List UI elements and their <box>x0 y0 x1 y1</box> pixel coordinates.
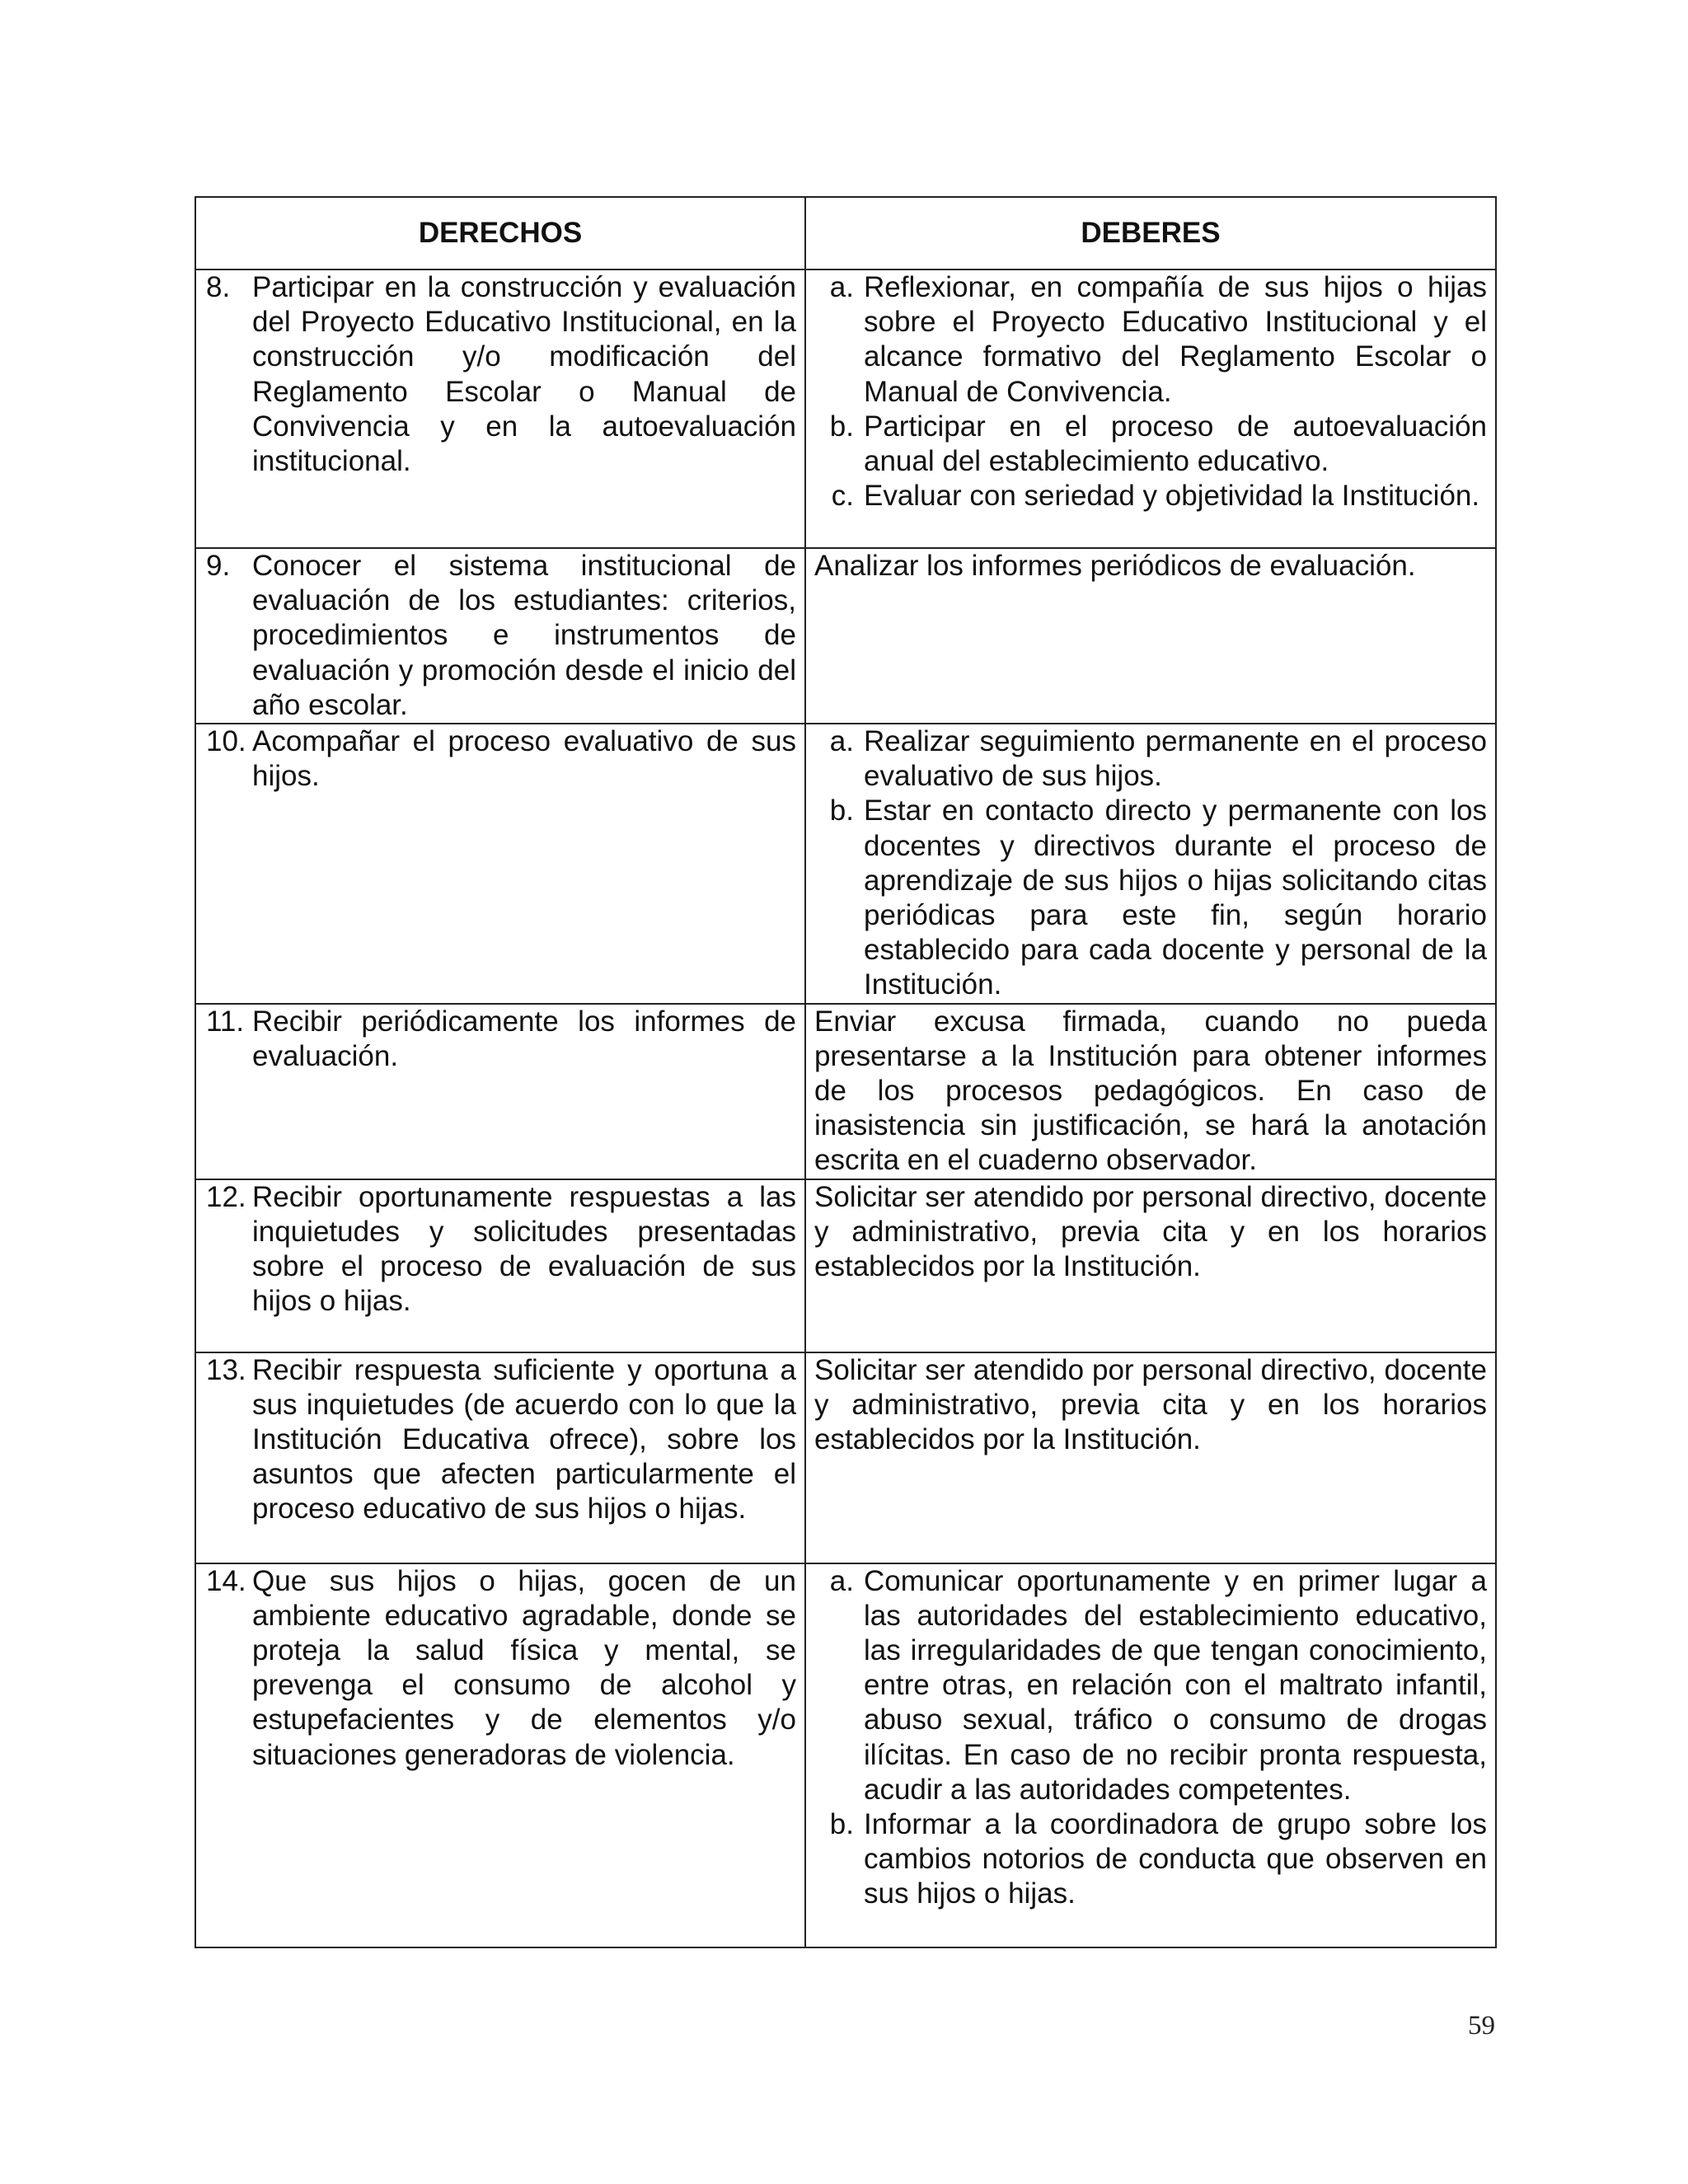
duty-letter: b. <box>829 794 854 827</box>
duty-cell <box>805 548 1496 724</box>
duty-letter: b. <box>829 410 854 443</box>
right-text: Participar en la construcción y evaluación del Proyecto Educativo Institucional, en la construcción y/o modificación del Reglamento Escolar o Manual de Convivencia y en la autoevaluación institucional. <box>252 271 796 478</box>
table-row <box>195 548 1496 724</box>
table-row <box>195 269 1496 548</box>
right-cell <box>195 1004 805 1179</box>
table-row <box>195 1563 1496 1947</box>
duty-text: Realizar seguimiento permanente en el proceso evaluativo de sus hijos. <box>864 725 1487 793</box>
right-text: Acompañar el proceso evaluativo de sus hijos. <box>252 725 796 793</box>
right-cell <box>195 1352 805 1563</box>
duty-letter: c. <box>831 480 854 513</box>
right-cell <box>195 1563 805 1947</box>
right-cell <box>195 724 805 1004</box>
duty-cell <box>805 724 1496 1004</box>
item-number: 8. <box>206 271 231 303</box>
header-derechos: DERECHOS <box>195 197 805 269</box>
table-row <box>195 1352 1496 1563</box>
table-header-row <box>195 197 1496 269</box>
duty-text: Informar a la coordinadora de grupo sobre los cambios notorios de conducta que observen en sus hijos o hijas. <box>864 1808 1487 1910</box>
duty-text: Solicitar ser atendido por personal directivo, docente y administrativo, previa cita y en los horarios establecidos por la Institución. <box>814 1180 1487 1283</box>
item-number: 9. <box>206 550 231 582</box>
item-number: 10. <box>206 725 246 758</box>
rights-duties-table <box>195 196 1497 1948</box>
item-number: 13. <box>206 1353 246 1386</box>
duty-letter: a. <box>829 1564 854 1597</box>
duty-text: Analizar los informes periódicos de evaluación. <box>814 550 1416 582</box>
table-row <box>195 1179 1496 1352</box>
table-row <box>195 1004 1496 1179</box>
duty-text: Estar en contacto directo y permanente con los docentes y directivos durante el proceso de aprendizaje de sus hijos o hijas solicitando citas periódicas para este fin, según horario establecido para cada docente y personal de la Institución. <box>864 794 1487 1001</box>
duty-cell <box>805 1563 1496 1947</box>
item-number: 11. <box>206 1005 245 1038</box>
duty-cell <box>805 1004 1496 1179</box>
right-text: Que sus hijos o hijas, gocen de un ambiente educativo agradable, donde se proteja la salud física y mental, se prevenga el consumo de alcohol y estupefacientes y de elementos y/o situaciones generadoras de violencia. <box>252 1564 796 1771</box>
duty-cell <box>805 1352 1496 1563</box>
right-cell <box>195 1179 805 1352</box>
right-text: Recibir oportunamente respuestas a las inquietudes y solicitudes presentadas sobre el proceso de evaluación de sus hijos o hijas. <box>252 1180 796 1318</box>
duty-cell <box>805 1179 1496 1352</box>
duty-text: Reflexionar, en compañía de sus hijos o hijas sobre el Proyecto Educativo Institucional y el alcance formativo del Reglamento Escolar o Manual de Convivencia. <box>864 271 1487 408</box>
table-row <box>195 724 1496 1004</box>
duty-text: Enviar excusa firmada, cuando no pueda presentarse a la Institución para obtener informes de los procesos pedagógicos. En caso de inasistencia sin justificación, se hará la anotación escrita en el cuaderno observador. <box>814 1005 1487 1177</box>
duty-letter: a. <box>829 271 854 303</box>
item-number: 14. <box>206 1564 246 1597</box>
right-text: Recibir respuesta suficiente y oportuna a sus inquietudes (de acuerdo con lo que la Institución Educativa ofrece), sobre los asuntos que afecten particularmente el proceso educativo de sus hijos o hijas. <box>252 1353 796 1526</box>
duty-text: Comunicar oportunamente y en primer lugar a las autoridades del establecimiento educativo, las irregularidades de que tengan conocimiento, entre otras, en relación con el maltrato infantil, abuso sexual, tráfico o consumo de drogas ilícitas. En caso de no recibir pronta respuesta, acudir a las autoridades competentes. <box>864 1564 1487 1806</box>
duty-text: Evaluar con seriedad y objetividad la Institución. <box>864 480 1480 513</box>
right-text: Recibir periódicamente los informes de evaluación. <box>252 1005 796 1072</box>
duty-text: Solicitar ser atendido por personal directivo, docente y administrativo, previa cita y en los horarios establecidos por la Institución. <box>814 1353 1487 1456</box>
right-cell <box>195 269 805 548</box>
item-number: 12. <box>206 1180 246 1213</box>
duty-text: Participar en el proceso de autoevaluación anual del establecimiento educativo. <box>864 410 1487 478</box>
duty-letter: b. <box>829 1808 854 1841</box>
page-number: 59 <box>1468 2011 1495 2041</box>
right-cell <box>195 548 805 724</box>
right-text: Conocer el sistema institucional de evaluación de los estudiantes: criterios, procedimientos e instrumentos de evaluación y promoción desde el inicio del año escolar. <box>252 550 796 721</box>
duty-letter: a. <box>829 725 854 758</box>
header-deberes: DEBERES <box>805 197 1496 269</box>
duty-cell <box>805 269 1496 548</box>
